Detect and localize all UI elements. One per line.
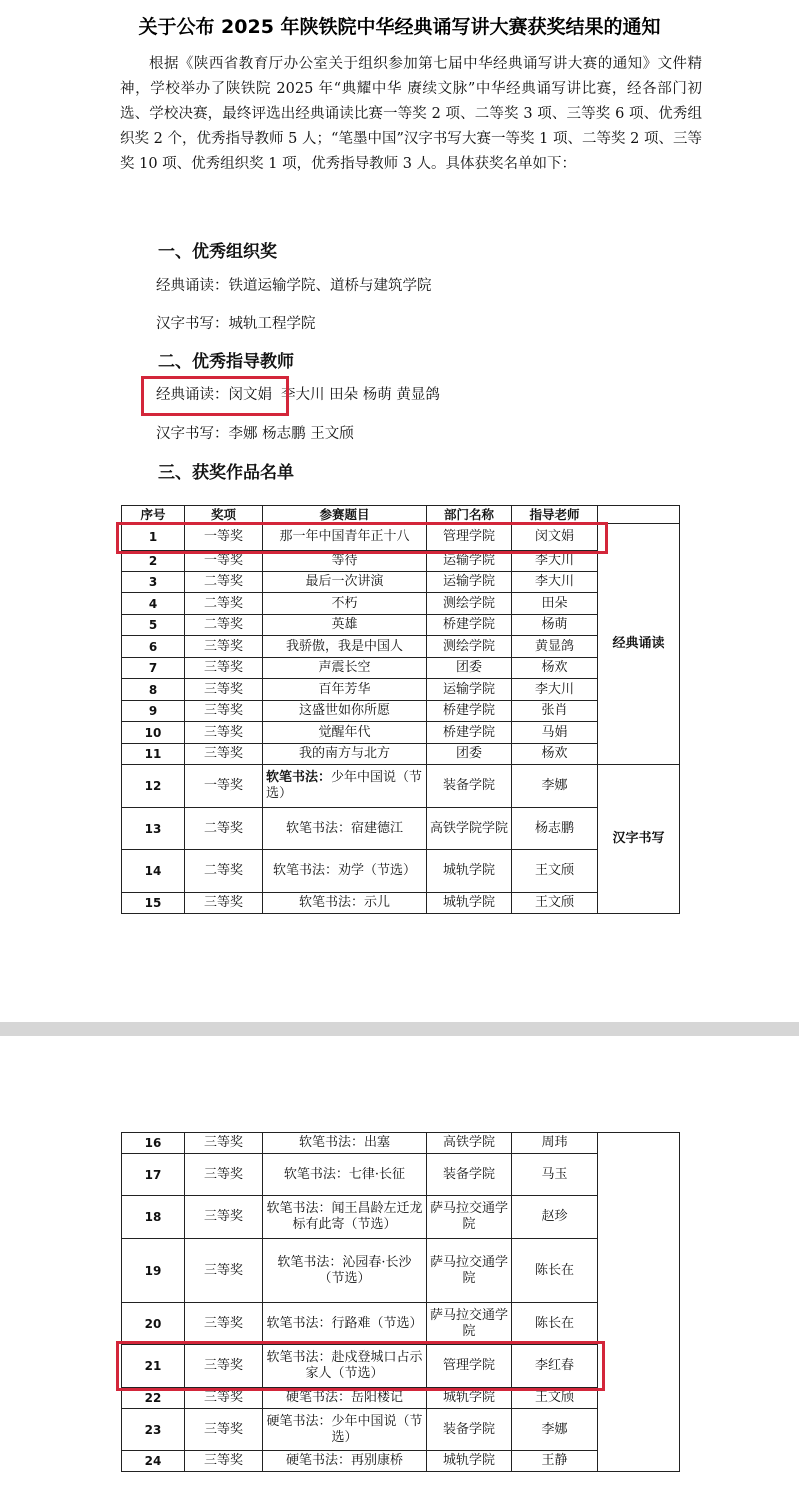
row-title: 声震长空 [263, 658, 427, 679]
row-teacher: 田朵 [512, 593, 598, 615]
table-row [122, 1345, 680, 1388]
table-row [122, 593, 680, 615]
row-award: 一等奖 [185, 765, 263, 808]
row-department: 装备学院 [427, 1154, 512, 1196]
row-teacher: 马玉 [512, 1154, 598, 1196]
row-award: 三等奖 [185, 1154, 263, 1196]
table-row [122, 744, 680, 765]
row-number: 14 [122, 850, 185, 893]
row-award: 二等奖 [185, 808, 263, 850]
row-number: 7 [122, 658, 185, 679]
row-title: 我的南方与北方 [263, 744, 427, 765]
org-award-writing-label: 汉字书写： [156, 316, 229, 332]
row-number: 20 [122, 1303, 185, 1345]
header-category [598, 506, 680, 524]
row-number: 10 [122, 722, 185, 744]
row-teacher: 赵珍 [512, 1196, 598, 1239]
row-award: 三等奖 [185, 636, 263, 658]
row-department: 测绘学院 [427, 636, 512, 658]
document-page-2 [0, 1036, 799, 1497]
row-title: 硬笔书法：少年中国说（节选） [263, 1409, 427, 1451]
row-teacher: 杨志鹏 [512, 808, 598, 850]
row-title: 等待 [263, 551, 427, 572]
row-number: 2 [122, 551, 185, 572]
row-title: 软笔书法：劝学（节选） [263, 850, 427, 893]
row-title: 最后一次讲演 [263, 572, 427, 593]
row-award: 三等奖 [185, 744, 263, 765]
table-row [122, 658, 680, 679]
table-row [122, 722, 680, 744]
teachers-reading-label: 经典诵读： [156, 387, 229, 403]
table-row [122, 765, 680, 808]
row-title [263, 765, 427, 808]
row-teacher: 王文颀 [512, 850, 598, 893]
row-number: 19 [122, 1239, 185, 1303]
teachers-reading-rest: 李大川 田朵 杨萌 黄显鸽 [281, 387, 440, 403]
row-award: 三等奖 [185, 1409, 263, 1451]
row-department: 团委 [427, 658, 512, 679]
row-number: 23 [122, 1409, 185, 1451]
header-teacher: 指导老师 [512, 506, 598, 524]
row-teacher: 张肖 [512, 701, 598, 722]
row-award: 三等奖 [185, 1239, 263, 1303]
table-row [122, 850, 680, 893]
row-award: 三等奖 [185, 722, 263, 744]
row-teacher: 李大川 [512, 679, 598, 701]
award-table-part-2 [121, 1132, 680, 1472]
row-teacher: 王文颀 [512, 1388, 598, 1409]
row-number: 4 [122, 593, 185, 615]
row-title: 软笔书法：赴戍登城口占示家人（节选） [263, 1345, 427, 1388]
table-row [122, 1196, 680, 1239]
teachers-reading-first: 闵文娟 [228, 387, 272, 403]
row-title-text: 少年中国说（节选） [266, 770, 423, 801]
row-award: 一等奖 [185, 551, 263, 572]
org-award-writing-value: 城轨工程学院 [228, 316, 316, 332]
table-row [122, 701, 680, 722]
row-number: 1 [122, 524, 185, 551]
row-title-lead: 软笔书法： [266, 770, 332, 785]
row-department: 城轨学院 [427, 850, 512, 893]
row-award: 三等奖 [185, 658, 263, 679]
row-department: 装备学院 [427, 765, 512, 808]
row-department: 桥建学院 [427, 615, 512, 636]
row-number: 12 [122, 765, 185, 808]
row-title: 不朽 [263, 593, 427, 615]
row-award: 三等奖 [185, 1196, 263, 1239]
org-award-reading [156, 275, 432, 297]
row-number: 16 [122, 1133, 185, 1154]
row-title: 软笔书法：沁园春·长沙（节选） [263, 1239, 427, 1303]
table-row [122, 1303, 680, 1345]
row-teacher: 李大川 [512, 551, 598, 572]
teachers-reading [156, 384, 440, 406]
row-teacher: 王文颀 [512, 893, 598, 914]
table-row [122, 1409, 680, 1451]
row-title: 软笔书法：闻王昌龄左迁龙标有此寄（节选） [263, 1196, 427, 1239]
row-title: 那一年中国青年正十八 [263, 524, 427, 551]
row-teacher: 杨萌 [512, 615, 598, 636]
row-number: 8 [122, 679, 185, 701]
row-department: 管理学院 [427, 1345, 512, 1388]
row-award: 二等奖 [185, 572, 263, 593]
row-title: 这盛世如你所愿 [263, 701, 427, 722]
row-number: 22 [122, 1388, 185, 1409]
row-department: 桥建学院 [427, 701, 512, 722]
row-number: 13 [122, 808, 185, 850]
table-row [122, 572, 680, 593]
section-heading-excellent-teachers: 二、优秀指导教师 [158, 352, 294, 372]
row-title: 软笔书法：出塞 [263, 1133, 427, 1154]
category-reading: 经典诵读 [598, 524, 680, 765]
row-department: 城轨学院 [427, 1388, 512, 1409]
page-divider [0, 1022, 799, 1036]
row-award: 二等奖 [185, 615, 263, 636]
table-row [122, 893, 680, 914]
row-award: 二等奖 [185, 850, 263, 893]
row-number: 3 [122, 572, 185, 593]
row-teacher: 黄显鸽 [512, 636, 598, 658]
row-teacher: 李大川 [512, 572, 598, 593]
row-title: 英雄 [263, 615, 427, 636]
row-title: 硬笔书法：再别康桥 [263, 1451, 427, 1472]
org-award-reading-label: 经典诵读： [156, 278, 229, 294]
row-department: 桥建学院 [427, 722, 512, 744]
header-department: 部门名称 [427, 506, 512, 524]
row-department: 测绘学院 [427, 593, 512, 615]
row-title: 我骄傲，我是中国人 [263, 636, 427, 658]
table-row [122, 679, 680, 701]
row-number: 17 [122, 1154, 185, 1196]
row-number: 24 [122, 1451, 185, 1472]
row-number: 5 [122, 615, 185, 636]
table-row [122, 1451, 680, 1472]
org-award-writing [156, 313, 316, 335]
row-teacher: 周玮 [512, 1133, 598, 1154]
row-department: 高铁学院 [427, 1133, 512, 1154]
row-award: 一等奖 [185, 524, 263, 551]
table-row [122, 524, 680, 551]
category-writing-continued [598, 1133, 680, 1472]
teachers-writing [156, 423, 354, 445]
section-heading-organization-award: 一、优秀组织奖 [158, 242, 277, 262]
row-department: 萨马拉交通学院 [427, 1196, 512, 1239]
section-heading-award-list: 三、获奖作品名单 [158, 463, 294, 483]
award-table-part-1 [121, 505, 680, 914]
row-number: 9 [122, 701, 185, 722]
row-award: 三等奖 [185, 1388, 263, 1409]
table-row [122, 1239, 680, 1303]
row-number: 11 [122, 744, 185, 765]
row-department: 管理学院 [427, 524, 512, 551]
row-number: 21 [122, 1345, 185, 1388]
row-department: 运输学院 [427, 551, 512, 572]
row-teacher: 李娜 [512, 765, 598, 808]
row-teacher: 李红春 [512, 1345, 598, 1388]
teachers-writing-value: 李娜 杨志鹏 王文颀 [228, 426, 354, 442]
row-teacher: 王静 [512, 1451, 598, 1472]
header-title: 参赛题目 [263, 506, 427, 524]
row-award: 三等奖 [185, 1133, 263, 1154]
row-award: 三等奖 [185, 1303, 263, 1345]
document-title: 关于公布 2025 年陕铁院中华经典诵写讲大赛获奖结果的通知 [138, 16, 661, 38]
row-title: 软笔书法：示儿 [263, 893, 427, 914]
table-row [122, 636, 680, 658]
teachers-writing-label: 汉字书写： [156, 426, 229, 442]
table-row [122, 1133, 680, 1154]
row-number: 18 [122, 1196, 185, 1239]
table-row [122, 615, 680, 636]
row-department: 萨马拉交通学院 [427, 1303, 512, 1345]
row-department: 城轨学院 [427, 893, 512, 914]
row-title: 觉醒年代 [263, 722, 427, 744]
row-title: 软笔书法：七律·长征 [263, 1154, 427, 1196]
row-award: 三等奖 [185, 679, 263, 701]
row-teacher: 陈长在 [512, 1303, 598, 1345]
row-award: 二等奖 [185, 593, 263, 615]
row-award: 三等奖 [185, 701, 263, 722]
row-teacher: 陈长在 [512, 1239, 598, 1303]
row-department: 高铁学院学院 [427, 808, 512, 850]
row-number: 6 [122, 636, 185, 658]
row-number: 15 [122, 893, 185, 914]
row-title: 软笔书法：宿建德江 [263, 808, 427, 850]
row-teacher: 闵文娟 [512, 524, 598, 551]
row-award: 三等奖 [185, 1451, 263, 1472]
row-department: 运输学院 [427, 679, 512, 701]
row-title: 百年芳华 [263, 679, 427, 701]
row-title: 硬笔书法：岳阳楼记 [263, 1388, 427, 1409]
row-teacher: 马娟 [512, 722, 598, 744]
table-header-row [122, 506, 680, 524]
row-award: 三等奖 [185, 893, 263, 914]
row-department: 运输学院 [427, 572, 512, 593]
table-row [122, 551, 680, 572]
table-row [122, 1388, 680, 1409]
intro-paragraph: 根据《陕西省教育厅办公室关于组织参加第七届中华经典诵写讲大赛的通知》文件精神，学校举办了陕铁院 2025 年“典耀中华 赓续文脉”中华经典诵写讲比赛，经各部门初选、学校决赛，最终评选出经典诵读比赛一等奖 2 项、二等奖 3 项、三等奖 6 项、优秀组织奖 2 个，优秀指导教师 5 人；“笔墨中国”汉字书写大赛一等奖 1 项、二等奖 2 项、三等奖 10 项、优秀组织奖 1 项，优秀指导教师 3 人。具体获奖名单如下： [120, 56, 702, 172]
row-department: 城轨学院 [427, 1451, 512, 1472]
header-number: 序号 [122, 506, 185, 524]
row-teacher: 李娜 [512, 1409, 598, 1451]
category-writing: 汉字书写 [598, 765, 680, 914]
row-title: 软笔书法：行路难（节选） [263, 1303, 427, 1345]
row-department: 装备学院 [427, 1409, 512, 1451]
table-row [122, 1154, 680, 1196]
row-award: 三等奖 [185, 1345, 263, 1388]
header-award: 奖项 [185, 506, 263, 524]
row-department: 萨马拉交通学院 [427, 1239, 512, 1303]
row-teacher: 杨欢 [512, 658, 598, 679]
row-teacher: 杨欢 [512, 744, 598, 765]
row-department: 团委 [427, 744, 512, 765]
table-row [122, 808, 680, 850]
org-award-reading-value: 铁道运输学院、道桥与建筑学院 [228, 278, 432, 294]
